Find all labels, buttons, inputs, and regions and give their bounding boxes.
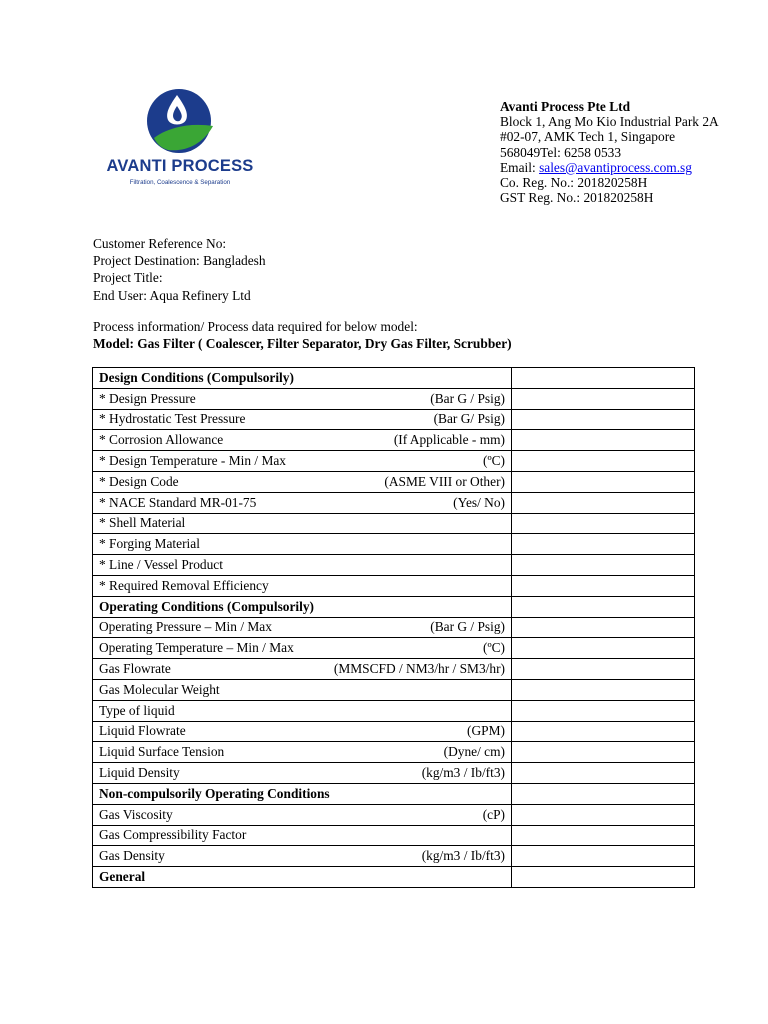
parameter-content [99, 870, 505, 884]
parameter-label: * Shell Material [99, 515, 186, 531]
process-info-text: Process information/ Process data required for below model: [93, 319, 418, 334]
value-cell[interactable] [512, 804, 695, 825]
parameter-content [99, 537, 505, 551]
parameter-unit: (kg/m3 / Ib/ft3) [421, 848, 505, 864]
model-line: Model: Gas Filter ( Coalescer, Filter Separator, Dry Gas Filter, Scrubber) [93, 336, 512, 351]
parameter-cell [93, 513, 512, 534]
parameter-cell [93, 555, 512, 576]
value-cell[interactable] [512, 617, 695, 638]
parameter-cell [93, 679, 512, 700]
parameter-label: * Forging Material [99, 536, 200, 552]
table-row [93, 492, 695, 513]
value-cell[interactable] [512, 492, 695, 513]
section-heading-row [93, 368, 695, 389]
value-cell[interactable] [512, 867, 695, 888]
parameter-content [99, 496, 505, 510]
parameter-cell [93, 409, 512, 430]
parameter-unit: (Yes/ No) [453, 494, 505, 510]
parameter-content [99, 704, 505, 718]
table-row [93, 742, 695, 763]
parameter-cell [93, 783, 512, 804]
parameter-unit: (cP) [482, 806, 505, 822]
parameter-unit: (Bar G / Psig) [430, 390, 505, 406]
table-row [93, 825, 695, 846]
parameter-label: * Design Pressure [99, 390, 196, 406]
parameter-label: * Design Temperature - Min / Max [99, 453, 286, 469]
parameter-unit: (Dyne/ cm) [443, 744, 505, 760]
section-heading: General [99, 869, 146, 885]
parameter-label: Gas Viscosity [99, 806, 173, 822]
parameter-content [99, 392, 505, 406]
parameter-content [99, 766, 505, 780]
value-cell[interactable] [512, 388, 695, 409]
parameter-cell [93, 451, 512, 472]
value-cell[interactable] [512, 575, 695, 596]
parameter-cell [93, 825, 512, 846]
value-cell[interactable] [512, 700, 695, 721]
process-intro [93, 318, 512, 352]
logo-name: AVANTI PROCESS [106, 157, 254, 175]
value-cell[interactable] [512, 679, 695, 700]
parameter-content [99, 371, 505, 385]
parameter-unit: (kg/m3 / Ib/ft3) [421, 765, 505, 781]
address-line-3: 568049Tel: 6258 0533 [500, 144, 622, 160]
value-cell[interactable] [512, 659, 695, 680]
company-info [500, 99, 719, 205]
section-heading: Design Conditions (Compulsorily) [99, 369, 294, 385]
table-row [93, 430, 695, 451]
parameter-content [99, 828, 505, 842]
parameter-content [99, 787, 505, 801]
table-row [93, 451, 695, 472]
value-cell[interactable] [512, 534, 695, 555]
table-row [93, 617, 695, 638]
parameter-cell [93, 700, 512, 721]
parameter-content [99, 849, 505, 863]
parameter-content [99, 724, 505, 738]
table-row [93, 534, 695, 555]
table-row [93, 721, 695, 742]
value-cell[interactable] [512, 368, 695, 389]
project-info [93, 235, 266, 304]
table-row [93, 763, 695, 784]
parameter-unit: (ºC) [482, 640, 505, 656]
table-row [93, 409, 695, 430]
parameter-label: Operating Pressure – Min / Max [99, 619, 272, 635]
parameter-label: Liquid Density [99, 765, 180, 781]
parameter-cell [93, 742, 512, 763]
value-cell[interactable] [512, 846, 695, 867]
parameter-cell [93, 638, 512, 659]
section-heading-row [93, 596, 695, 617]
parameter-cell [93, 804, 512, 825]
company-name: Avanti Process Pte Ltd [500, 99, 631, 114]
parameter-label: * Corrosion Allowance [99, 432, 224, 448]
table-row [93, 700, 695, 721]
value-cell[interactable] [512, 555, 695, 576]
parameter-cell [93, 388, 512, 409]
parameter-unit: (ASME VIII or Other) [384, 473, 505, 489]
parameter-label: * Hydrostatic Test Pressure [99, 411, 246, 427]
value-cell[interactable] [512, 825, 695, 846]
parameter-content [99, 641, 505, 655]
logo-tagline: Filtration, Coalescence & Separation [129, 179, 231, 186]
email-label: Email: [500, 159, 540, 175]
parameter-cell [93, 471, 512, 492]
parameter-label: Type of liquid [99, 702, 175, 718]
value-cell[interactable] [512, 783, 695, 804]
parameter-content [99, 516, 505, 530]
table-row [93, 513, 695, 534]
parameter-cell [93, 534, 512, 555]
address-line-1: Block 1, Ang Mo Kio Industrial Park 2A [500, 114, 719, 130]
parameter-cell [93, 763, 512, 784]
parameter-label: Gas Density [99, 848, 165, 864]
value-cell[interactable] [512, 721, 695, 742]
parameter-label: Gas Flowrate [99, 661, 171, 677]
parameter-content [99, 558, 505, 572]
table-row [93, 388, 695, 409]
parameter-unit: (ºC) [482, 453, 505, 469]
parameter-cell [93, 846, 512, 867]
parameter-unit: (Bar G/ Psig) [433, 411, 505, 427]
parameter-content [99, 433, 505, 447]
section-heading-row [93, 867, 695, 888]
parameter-label: Liquid Surface Tension [99, 744, 225, 760]
parameter-cell [93, 368, 512, 389]
parameter-content [99, 475, 505, 489]
value-cell[interactable] [512, 596, 695, 617]
parameter-label: * NACE Standard MR-01-75 [99, 494, 257, 510]
parameter-content [99, 454, 505, 468]
parameter-cell [93, 575, 512, 596]
project-destination: Project Destination: Bangladesh [93, 253, 266, 269]
address-line-2: #02-07, AMK Tech 1, Singapore [500, 129, 676, 145]
value-cell[interactable] [512, 638, 695, 659]
table-row [93, 471, 695, 492]
table-row [93, 575, 695, 596]
parameter-content [99, 662, 505, 676]
value-cell[interactable] [512, 742, 695, 763]
parameter-content [99, 683, 505, 697]
parameter-cell [93, 596, 512, 617]
parameter-cell [93, 867, 512, 888]
value-cell[interactable] [512, 513, 695, 534]
parameter-content [99, 412, 505, 426]
parameter-content [99, 579, 505, 593]
parameter-label: * Line / Vessel Product [99, 557, 223, 573]
section-heading-row [93, 783, 695, 804]
parameter-cell [93, 492, 512, 513]
company-reg-number: Co. Reg. No.: 201820258H [500, 175, 648, 191]
parameter-content [99, 620, 505, 634]
parameter-unit: (Bar G / Psig) [430, 619, 505, 635]
end-user: End User: Aqua Refinery Ltd [93, 287, 251, 303]
section-heading: Non-compulsorily Operating Conditions [99, 785, 330, 801]
gst-reg-number: GST Reg. No.: 201820258H [500, 190, 654, 206]
table-row [93, 555, 695, 576]
project-title: Project Title: [93, 270, 163, 286]
parameter-content [99, 808, 505, 822]
parameter-content [99, 745, 505, 759]
parameter-cell [93, 430, 512, 451]
parameter-content [99, 600, 505, 614]
company-logo [92, 86, 268, 198]
customer-reference: Customer Reference No: [93, 236, 227, 251]
parameter-label: Gas Compressibility Factor [99, 827, 247, 843]
section-heading: Operating Conditions (Compulsorily) [99, 598, 315, 614]
parameter-unit: (If Applicable - mm) [393, 432, 505, 448]
conditions-table [92, 367, 695, 888]
value-cell[interactable] [512, 409, 695, 430]
table-row [93, 804, 695, 825]
table-row [93, 679, 695, 700]
value-cell[interactable] [512, 451, 695, 472]
parameter-cell [93, 617, 512, 638]
table-row [93, 638, 695, 659]
parameter-unit: (MMSCFD / NM3/hr / SM3/hr) [333, 661, 505, 677]
value-cell[interactable] [512, 763, 695, 784]
parameter-label: Operating Temperature – Min / Max [99, 640, 294, 656]
email-line [500, 160, 719, 175]
parameter-cell [93, 659, 512, 680]
parameter-unit: (GPM) [467, 723, 505, 739]
parameter-label: * Required Removal Efficiency [99, 577, 269, 593]
table-row [93, 846, 695, 867]
value-cell[interactable] [512, 471, 695, 492]
parameter-label: * Design Code [99, 473, 179, 489]
parameter-cell [93, 721, 512, 742]
parameter-label: Liquid Flowrate [99, 723, 186, 739]
table-row [93, 659, 695, 680]
email-link[interactable]: sales@avantiprocess.com.sg [539, 159, 692, 175]
parameter-label: Gas Molecular Weight [99, 681, 220, 697]
value-cell[interactable] [512, 430, 695, 451]
